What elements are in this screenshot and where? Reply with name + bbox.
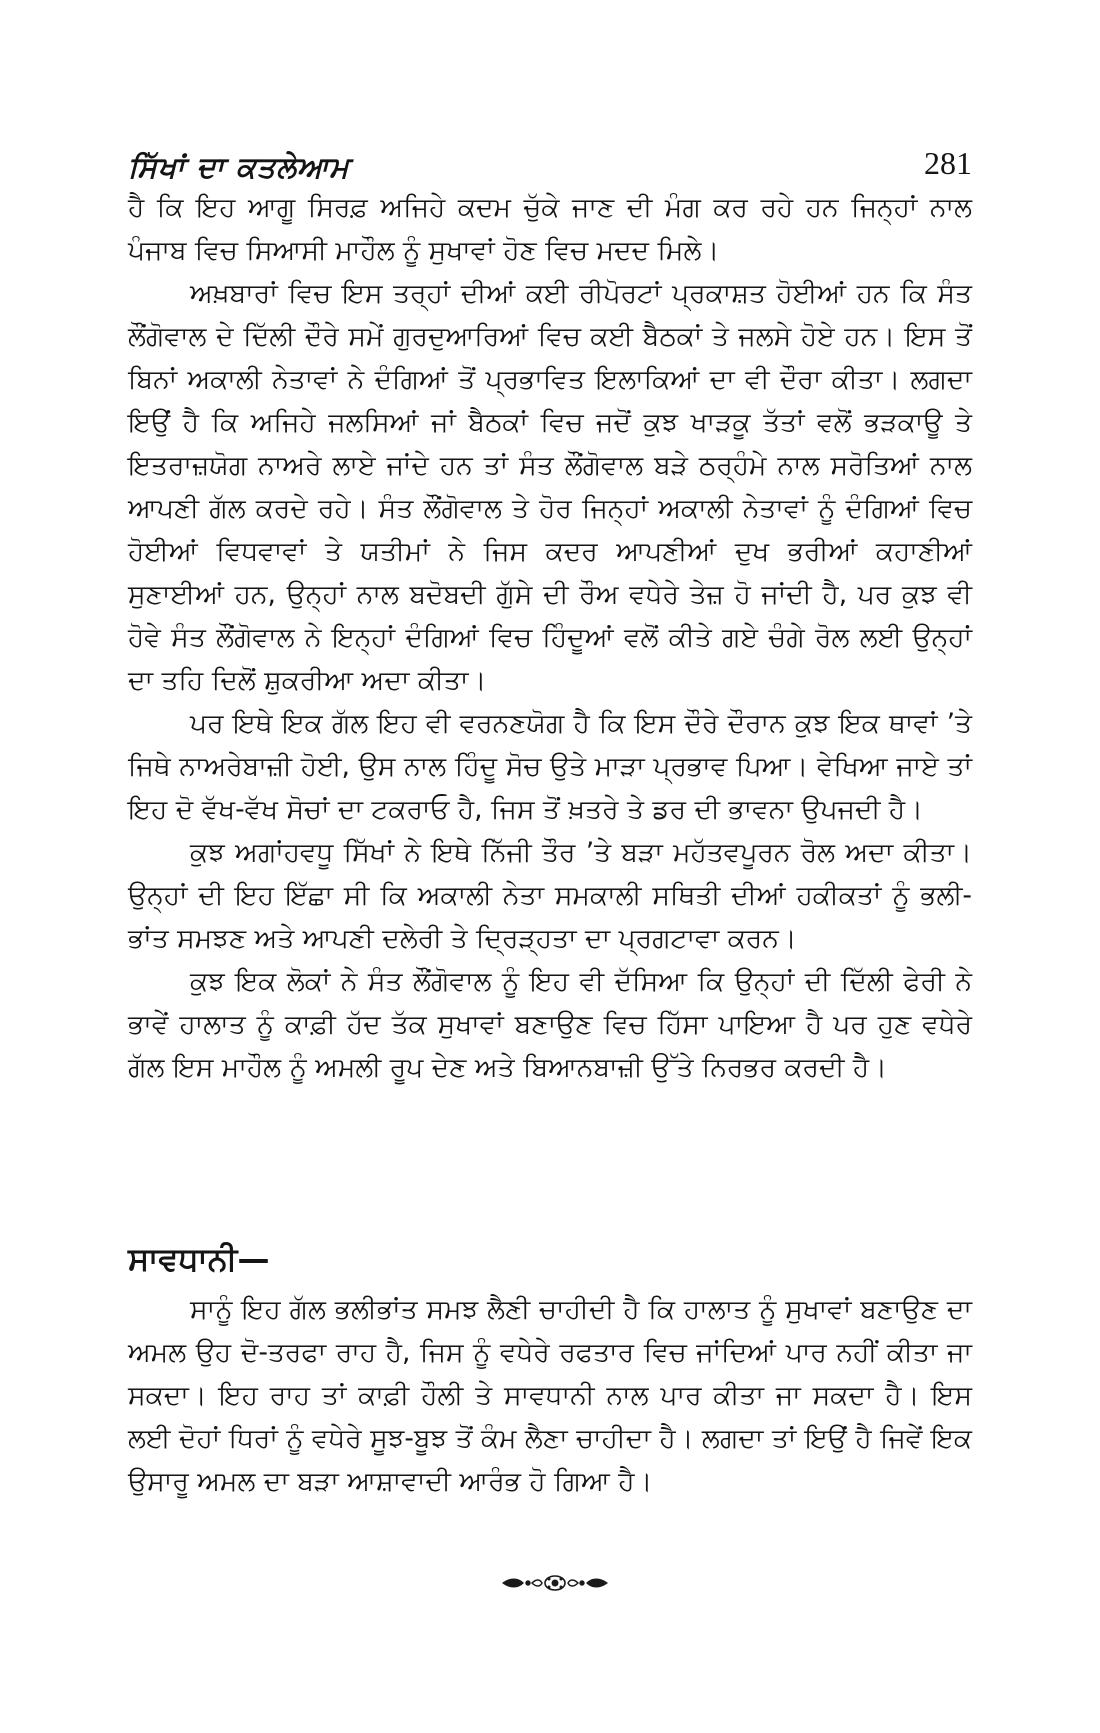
section-heading: ਸਾਵਧਾਨੀ—: [128, 1240, 270, 1278]
paragraph: ਹੈ ਕਿ ਇਹ ਆਗੂ ਸਿਰਫ਼ ਅਜਿਹੇ ਕਦਮ ਚੁੱਕੇ ਜਾਣ ਦੀ ਮੰਗ ਕਰ ਰਹੇ ਹਨ ਜਿਨ੍ਹਾਂ ਨਾਲ ਪੰਜਾਬ ਵਿਚ ਸਿਆਸੀ ਮਾਹੌਲ ਨੂੰ ਸੁਖਾਵਾਂ ਹੋਣ ਵਿਚ ਮਦਦ ਮਿਲੇ।: [128, 192, 972, 266]
paragraph: ਪਰ ਇਥੇ ਇਕ ਗੱਲ ਇਹ ਵੀ ਵਰਨਣਯੋਗ ਹੈ ਕਿ ਇਸ ਦੌਰੇ ਦੌਰਾਨ ਕੁਝ ਇਕ ਥਾਵਾਂ ’ਤੇ ਜਿਥੇ ਨਾਅਰੇਬਾਜ਼ੀ ਹੋਈ, ਉਸ ਨਾਲ ਹਿੰਦੂ ਸੋਚ ਉਤੇ ਮਾੜਾ ਪ੍ਰਭਾਵ ਪਿਆ। ਵੇਖਿਆ ਜਾਏ ਤਾਂ ਇਹ ਦੋ ਵੱਖ-ਵੱਖ ਸੋਚਾਂ ਦਾ ਟਕਰਾਓ ਹੈ, ਜਿਸ ਤੋਂ ਖ਼ਤਰੇ ਤੇ ਡਰ ਦੀ ਭਾਵਨਾ ਉਪਜਦੀ ਹੈ।: [128, 708, 972, 825]
decorative-flourish-icon: [500, 1572, 610, 1594]
paragraph: ਕੁਝ ਅਗਾਂਹਵਧੂ ਸਿੱਖਾਂ ਨੇ ਇਥੇ ਨਿੱਜੀ ਤੌਰ ’ਤੇ ਬੜਾ ਮਹੱਤਵਪੂਰਨ ਰੋਲ ਅਦਾ ਕੀਤਾ। ਉਨ੍ਹਾਂ ਦੀ ਇਹ ਇੱਛਾ ਸੀ ਕਿ ਅਕਾਲੀ ਨੇਤਾ ਸਮਕਾਲੀ ਸਥਿਤੀ ਦੀਆਂ ਹਕੀਕਤਾਂ ਨੂੰ ਭਲੀ-ਭਾਂਤ ਸਮਝਣ ਅਤੇ ਆਪਣੀ ਦਲੇਰੀ ਤੇ ਦ੍ਰਿੜ੍ਹਤਾ ਦਾ ਪ੍ਰਗਟਾਵਾ ਕਰਨ।: [128, 837, 972, 954]
paragraph: ਕੁਝ ਇਕ ਲੋਕਾਂ ਨੇ ਸੰਤ ਲੌਂਗੋਵਾਲ ਨੂੰ ਇਹ ਵੀ ਦੱਸਿਆ ਕਿ ਉਨ੍ਹਾਂ ਦੀ ਦਿੱਲੀ ਫੇਰੀ ਨੇ ਭਾਵੇਂ ਹਾਲਾਤ ਨੂੰ ਕਾਫ਼ੀ ਹੱਦ ਤੱਕ ਸੁਖਾਵਾਂ ਬਣਾਉਣ ਵਿਚ ਹਿੱਸਾ ਪਾਇਆ ਹੈ ਪਰ ਹੁਣ ਵਧੇਰੇ ਗੱਲ ਇਸ ਮਾਹੌਲ ਨੂੰ ਅਮਲੀ ਰੂਪ ਦੇਣ ਅਤੇ ਬਿਆਨਬਾਜ਼ੀ ਉੱਤੇ ਨਿਰਭਰ ਕਰਦੀ ਹੈ।: [128, 966, 972, 1083]
paragraph: ਅਖ਼ਬਾਰਾਂ ਵਿਚ ਇਸ ਤਰ੍ਹਾਂ ਦੀਆਂ ਕਈ ਰੀਪੋਰਟਾਂ ਪ੍ਰਕਾਸ਼ਤ ਹੋਈਆਂ ਹਨ ਕਿ ਸੰਤ ਲੌਂਗੋਵਾਲ ਦੇ ਦਿੱਲੀ ਦੌਰੇ ਸਮੇਂ ਗੁਰਦੁਆਰਿਆਂ ਵਿਚ ਕਈ ਬੈਠਕਾਂ ਤੇ ਜਲਸੇ ਹੋਏ ਹਨ। ਇਸ ਤੋਂ ਬਿਨਾਂ ਅਕਾਲੀ ਨੇਤਾਵਾਂ ਨੇ ਦੰਗਿਆਂ ਤੋਂ ਪ੍ਰਭਾਵਿਤ ਇਲਾਕਿਆਂ ਦਾ ਵੀ ਦੌਰਾ ਕੀਤਾ। ਲਗਦਾ ਇਉਂ ਹੈ ਕਿ ਅਜਿਹੇ ਜਲਸਿਆਂ ਜਾਂ ਬੈਠਕਾਂ ਵਿਚ ਜਦੋਂ ਕੁਝ ਖਾੜਕੂ ਤੱਤਾਂ ਵਲੋਂ ਭੜਕਾਊ ਤੇ ਇਤਰਾਜ਼ਯੋਗ ਨਾਅਰੇ ਲਾਏ ਜਾਂਦੇ ਹਨ ਤਾਂ ਸੰਤ ਲੌਂਗੋਵਾਲ ਬੜੇ ਠਰ੍ਹੰਮੇ ਨਾਲ ਸਰੋਤਿਆਂ ਨਾਲ ਆਪਣੀ ਗੱਲ ਕਰਦੇ ਰਹੇ। ਸੰਤ ਲੌਂਗੋਵਾਲ ਤੇ ਹੋਰ ਜਿਨ੍ਹਾਂ ਅਕਾਲੀ ਨੇਤਾਵਾਂ ਨੂੰ ਦੰਗਿਆਂ ਵਿਚ ਹੋਈਆਂ ਵਿਧਵਾਵਾਂ ਤੇ ਯਤੀਮਾਂ ਨੇ ਜਿਸ ਕਦਰ ਆਪਣੀਆਂ ਦੁਖ ਭਰੀਆਂ ਕਹਾਣੀਆਂ ਸੁਣਾਈਆਂ ਹਨ, ਉਨ੍ਹਾਂ ਨਾਲ ਬਦੋਬਦੀ ਗੁੱਸੇ ਦੀ ਰੌਅ ਵਧੇਰੇ ਤੇਜ਼ ਹੋ ਜਾਂਦੀ ਹੈ, ਪਰ ਕੁਝ ਵੀ ਹੋਵੇ ਸੰਤ ਲੌਂਗੋਵਾਲ ਨੇ ਇਨ੍ਹਾਂ ਦੰਗਿਆਂ ਵਿਚ ਹਿੰਦੂਆਂ ਵਲੋਂ ਕੀਤੇ ਗਏ ਚੰਗੇ ਰੋਲ ਲਈ ਉਨ੍ਹਾਂ ਦਾ ਤਹਿ ਦਿਲੋਂ ਸ਼ੁਕਰੀਆ ਅਦਾ ਕੀਤਾ।: [128, 278, 972, 696]
main-text: [128, 186, 972, 1089]
running-title: ਸਿੱਖਾਂ ਦਾ ਕਤਲੇਆਮ: [128, 150, 350, 184]
page-number: 281: [924, 145, 972, 181]
section-text: [128, 1288, 972, 1503]
paragraph: ਸਾਨੂੰ ਇਹ ਗੱਲ ਭਲੀਭਾਂਤ ਸਮਝ ਲੈਣੀ ਚਾਹੀਦੀ ਹੈ ਕਿ ਹਾਲਾਤ ਨੂੰ ਸੁਖਾਵਾਂ ਬਣਾਉਣ ਦਾ ਅਮਲ ਉਹ ਦੋ-ਤਰਫਾ ਰਾਹ ਹੈ, ਜਿਸ ਨੂੰ ਵਧੇਰੇ ਰਫਤਾਰ ਵਿਚ ਜਾਂਦਿਆਂ ਪਾਰ ਨਹੀਂ ਕੀਤਾ ਜਾ ਸਕਦਾ। ਇਹ ਰਾਹ ਤਾਂ ਕਾਫ਼ੀ ਹੌਲੀ ਤੇ ਸਾਵਧਾਨੀ ਨਾਲ ਪਾਰ ਕੀਤਾ ਜਾ ਸਕਦਾ ਹੈ। ਇਸ ਲਈ ਦੋਹਾਂ ਧਿਰਾਂ ਨੂੰ ਵਧੇਰੇ ਸੂਝ-ਬੂਝ ਤੋਂ ਕੰਮ ਲੈਣਾ ਚਾਹੀਦਾ ਹੈ। ਲਗਦਾ ਤਾਂ ਇਉਂ ਹੈ ਜਿਵੇਂ ਇਕ ਉਸਾਰੂ ਅਮਲ ਦਾ ਬੜਾ ਆਸ਼ਾਵਾਦੀ ਆਰੰਭ ਹੋ ਗਿਆ ਹੈ।: [128, 1294, 972, 1497]
